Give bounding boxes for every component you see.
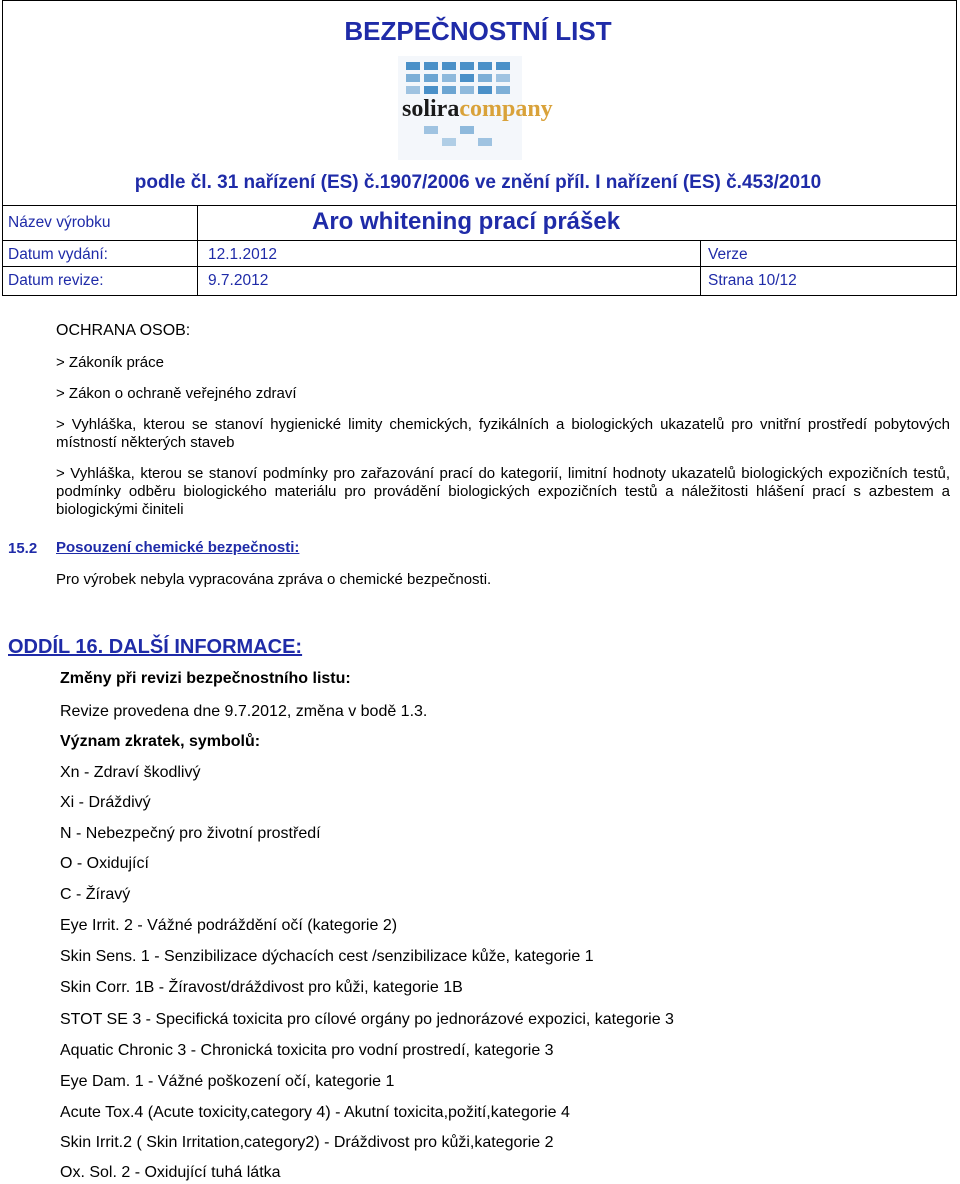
company-logo (398, 56, 553, 160)
version-label: Verze (708, 246, 748, 263)
abbreviation-item: Skin Corr. 1B - Žíravost/dráždivost pro kůži, kategorie 1B (60, 979, 463, 996)
header-divider (2, 240, 957, 241)
changes-text: Revize provedena dne 9.7.2012, změna v bodě 1.3. (60, 703, 428, 720)
abbreviations-heading: Význam zkratek, symbolů: (60, 733, 261, 750)
product-name: Aro whitening prací prášek (312, 208, 621, 235)
revision-date-label: Datum revize: (8, 272, 104, 289)
header-column-rule (197, 205, 198, 295)
abbreviation-item: Eye Dam. 1 - Vážné poškození očí, kategorie 1 (60, 1073, 395, 1090)
changes-heading: Změny při revizi bezpečnostního listu: (60, 670, 351, 687)
protection-item: > Zákoník práce (56, 354, 164, 371)
header-divider (2, 266, 957, 267)
abbreviation-item: O - Oxidující (60, 855, 149, 872)
header-column-rule (700, 240, 701, 295)
header-top-rule (2, 0, 957, 1)
regulation-line: podle čl. 31 nařízení (ES) č.1907/2006 ve znění příl. I nařízení (ES) č.453/2010 (134, 172, 822, 193)
document-title: BEZPEČNOSTNÍ LIST (344, 16, 612, 46)
section-16-title: ODDÍL 16. DALŠÍ INFORMACE: (8, 636, 303, 658)
abbreviation-item: Skin Irrit.2 ( Skin Irritation,category2) - Dráždivost pro kůži,kategorie 2 (60, 1134, 554, 1151)
abbreviation-item: N - Nebezpečný pro životní prostředí (60, 825, 321, 842)
product-label: Název výrobku (8, 214, 111, 231)
abbreviation-item: Xi - Dráždivý (60, 794, 151, 811)
abbreviation-item: Ox. Sol. 2 - Oxidující tuhá látka (60, 1164, 281, 1181)
abbreviation-item: STOT SE 3 - Specifická toxicita pro cílové orgány po jednorázové expozici, kategorie 3 (60, 1011, 674, 1028)
revision-date-value: 9.7.2012 (208, 272, 269, 289)
page-number: Strana 10/12 (708, 272, 797, 289)
section-text: Pro výrobek nebyla vypracována zpráva o chemické bezpečnosti. (56, 571, 492, 588)
abbreviation-item: Acute Tox.4 (Acute toxicity,category 4) - Akutní toxicita,požití,kategorie 4 (60, 1104, 570, 1121)
protection-item: > Vyhláška, kterou se stanoví podmínky pro zařazování prací do kategorií, limitní hodnoty ukazatelů biologických expozičních testů, podmínky odběru biologického materiálu pro provádění biologických expozičních testů a náležitosti hlášení prací s azbestem a biologickými činiteli (56, 465, 950, 518)
logo-text-solira: solira (402, 96, 460, 122)
protection-heading: OCHRANA OSOB: (56, 322, 191, 339)
abbreviation-item: C - Žíravý (60, 886, 131, 903)
logo-text-company: company (459, 96, 553, 122)
issue-date-value: 12.1.2012 (208, 246, 277, 263)
protection-item: > Vyhláška, kterou se stanoví hygienické limity chemických, fyzikálních a biologických ukazatelů pro vnitřní prostředí pobytových místností některých staveb (56, 416, 950, 451)
abbreviation-item: Skin Sens. 1 - Senzibilizace dýchacích cest /senzibilizace kůže, kategorie 1 (60, 948, 594, 965)
abbreviation-item: Eye Irrit. 2 - Vážné podráždění očí (kategorie 2) (60, 917, 398, 934)
abbreviation-item: Aquatic Chronic 3 - Chronická toxicita pro vodní prostredí, kategorie 3 (60, 1042, 554, 1059)
protection-item: > Zákon o ochraně veřejného zdraví (56, 385, 297, 402)
abbreviation-item: Xn - Zdraví škodlivý (60, 764, 201, 781)
section-title: Posouzení chemické bezpečnosti: (56, 539, 300, 556)
issue-date-label: Datum vydání: (8, 246, 108, 263)
section-number: 15.2 (8, 540, 38, 557)
header-divider (2, 205, 957, 206)
header-bottom-rule (2, 295, 957, 296)
